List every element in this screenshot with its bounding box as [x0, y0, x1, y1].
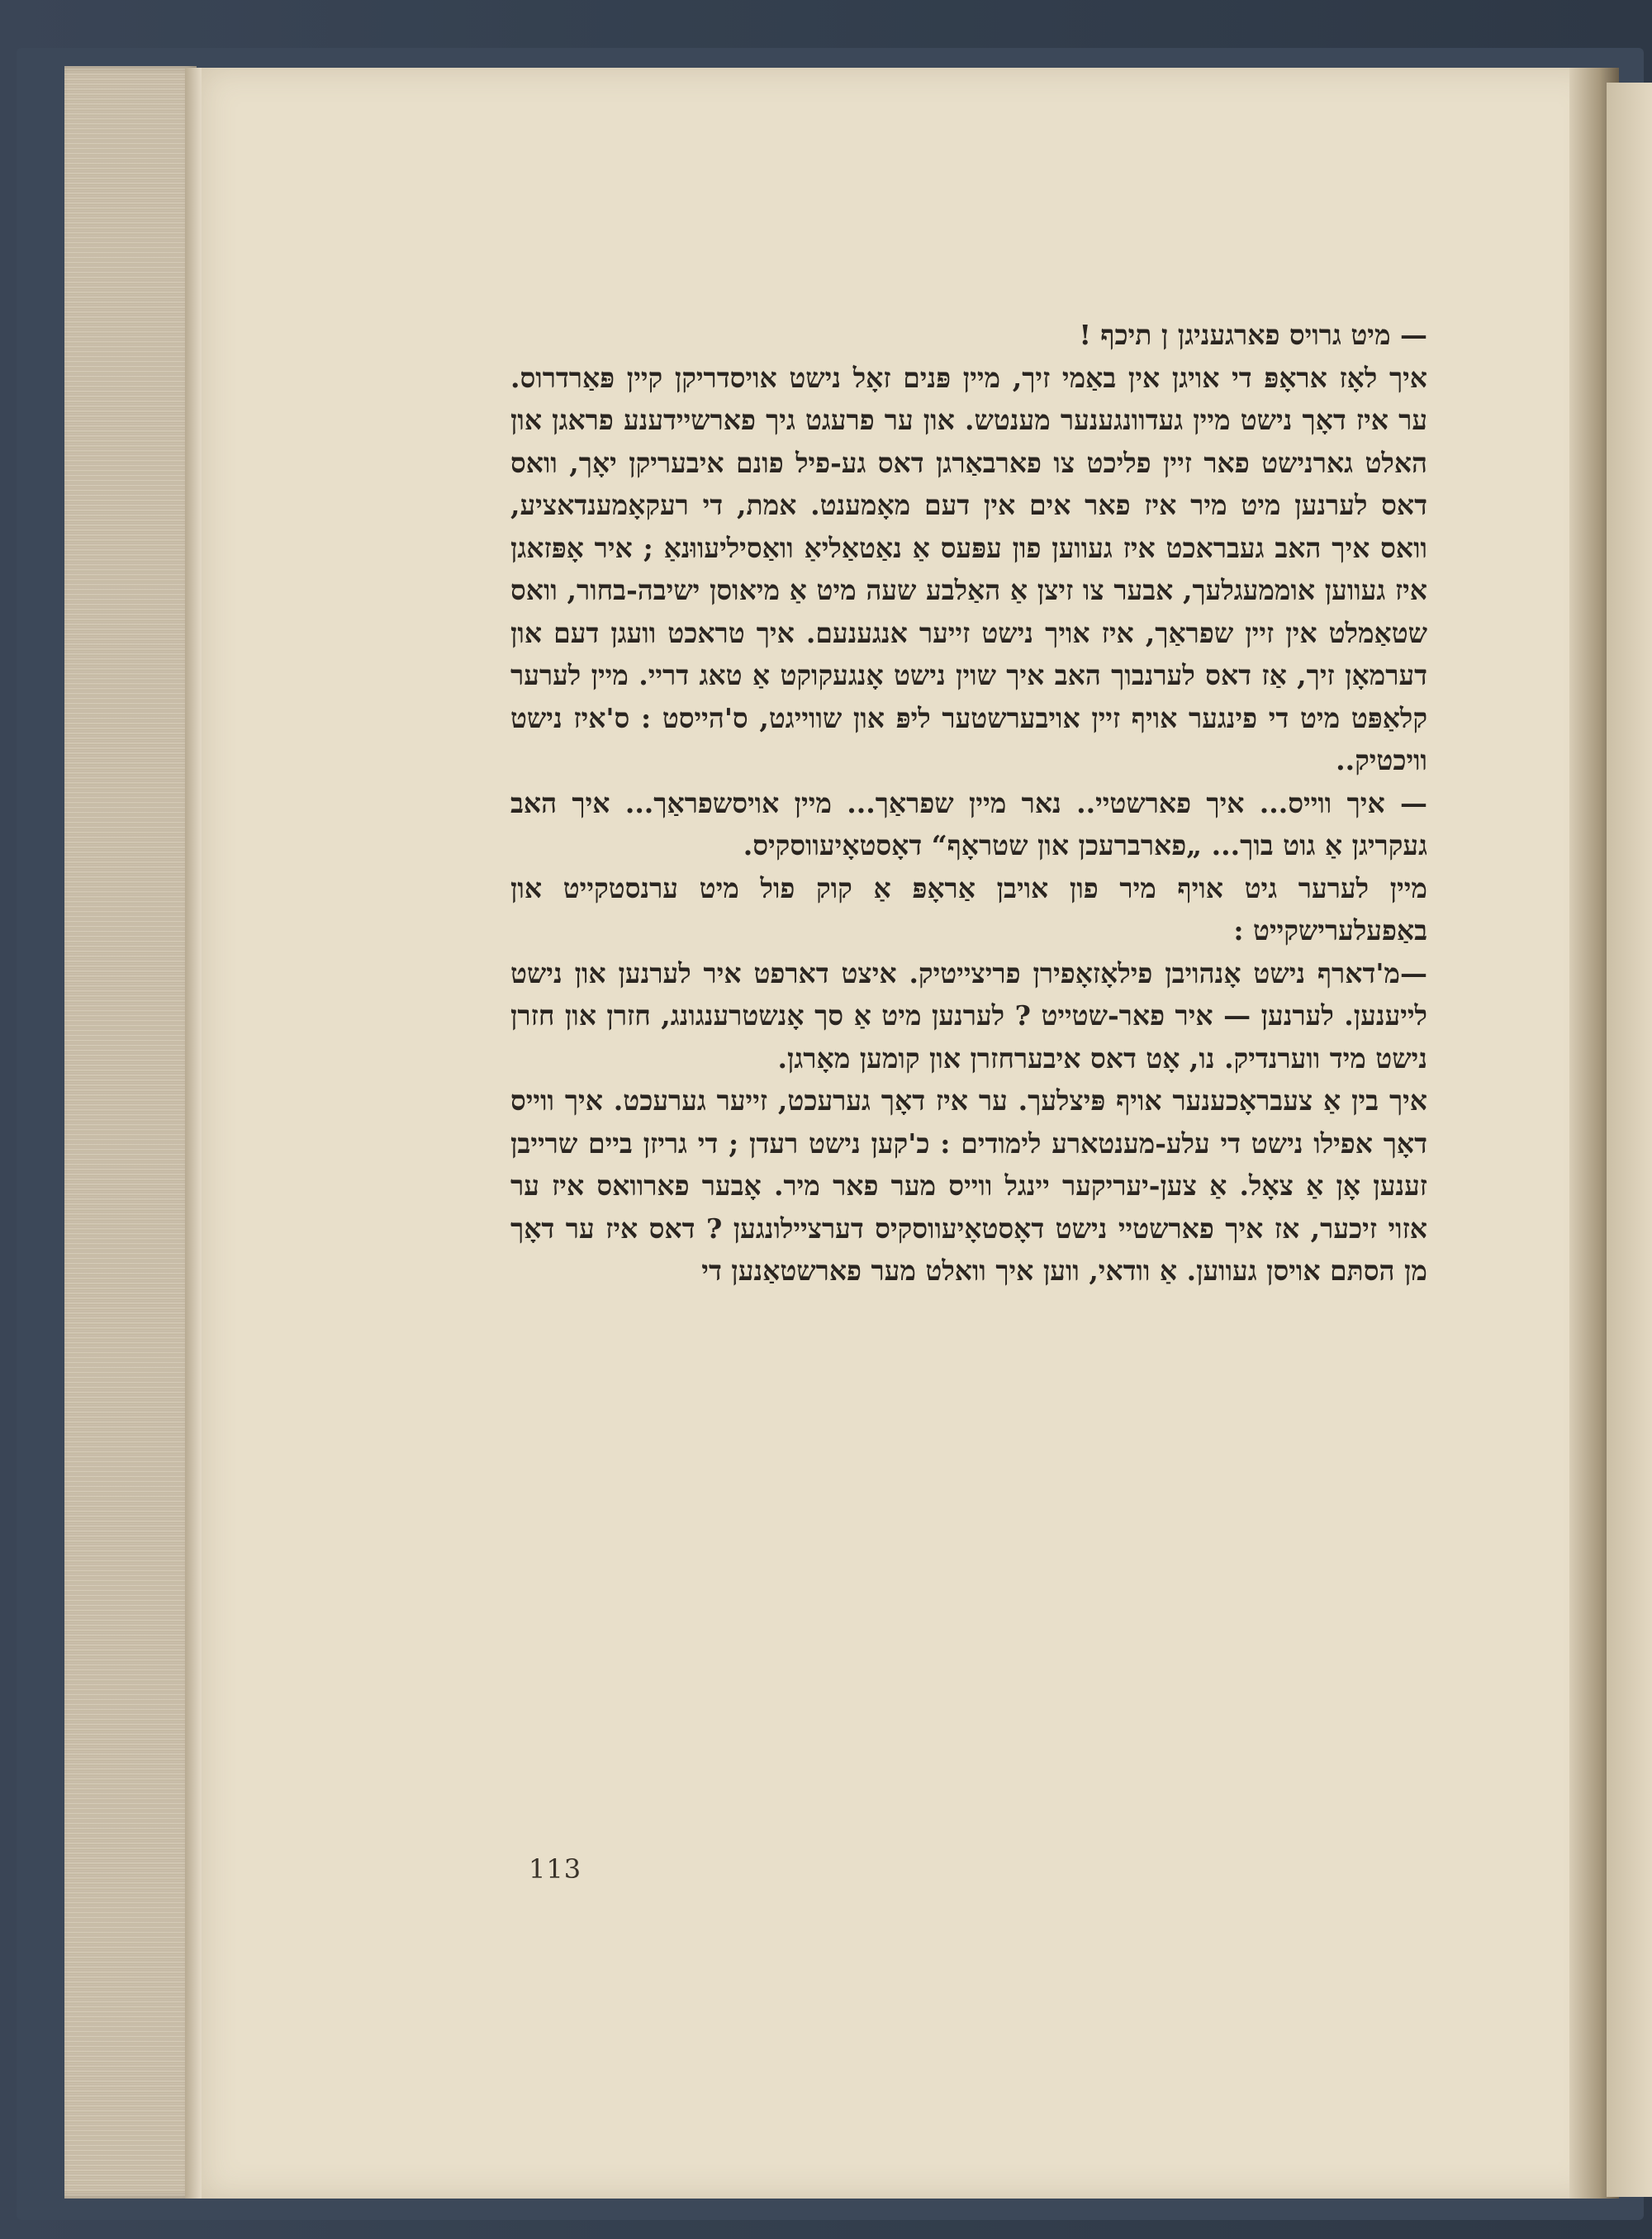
facing-page-edge: [1607, 83, 1652, 2197]
paragraph: — איך ווייס... איך פארשטיי.. נאר מיין שפראַך... מיין אויסשפראַך... איך האב געקריגן אַ גוט בוך... „פארברעכן און שטראָף“ דאָסטאָיעווסקיס.: [510, 786, 1427, 861]
paragraph: איך בין אַ צעבראָכענער אויף פּיצלעך. ער איז דאָך גערעכט, זייער גערעכט. איך ווייס דאָך אפילו נישט די עלע-מענטארע לימודים : כ'קען נישט רעדן ; די גריזן ביים שרייבן זענען אָן אַ צאָל. אַ צען-יעריקער יינגל ווייס מער פאר מיר. אָבער פארוואס איז ער אזוי זיכער, אז איך פארשטיי נישט דאָסטאָיעווסקיס דערציילונגען ? דאס איז ער דאָך מן הסתּם אויסן געווען. אַ וודאי, ווען איך וואלט מער פארשטאַנען די: [510, 1084, 1427, 1287]
paragraph: מיין לערער גיט אויף מיר פון אויבן אַראָפּ אַ קוק פול מיט ערנסטקייט און באַפעלערישקייט :: [510, 871, 1427, 946]
paragraph: —מ'דארף נישט אָנהויבן פילאָזאָפירן פריצייטיק. איצט דארפט איר לערנען און נישט לייענען. לערנען — איר פאר-שטייט ? לערנען מיט אַ סך אָנשטרענגונג, חזרן און חזרן נישט מיד ווערנדיק. נו, אָט דאס איבערחזרן און קומען מאָרגן.: [510, 956, 1427, 1074]
page-number: 113: [529, 1853, 582, 1885]
paragraph: איך לאָז אראָפּ די אויגן אין באַמי זיך, מיין פּנים זאָל נישט אויסדריקן קיין פּאַרדרוס. ער איז דאָך נישט מיין געדוונגענער מענטש. און ער פרעגט גיך פארשיידענע פראגן און האלט גארנישט פאר זיין פליכט צו פארבאַרגן דאס גע-פיל פונם איבעריקן יאָך, וואס דאס לערנען מיט מיר איז פאר אים אין דעם מאָמענט. אמת, די רעקאָמענדאציע, וואס איך האב געבראכט איז געווען פון עפּעס אַ נאַטאַליאַ וואַסיליעווּנאַ ; איר אָפּזאגן איז געווען אוממעגלעך, אבער צו זיצן אַ האַלבע שעה מיט אַ מיאוסן ישיבה-בחור, וואס שטאַמלט אין זיין שפראַך, איז אויך נישט זייער אנגענעם. איך טראכט וועגן דעם און דערמאָן זיך, אַז דאס לערנבוך האב איך שוין נישט אָנגעקוקט אַ טאג דריי. מיין לערער קלאַפּט מיט די פינגער אויף זיין אויבערשטער ליפּ און שווייגט, ס'הייסט : ס'איז נישט וויכטיק..: [510, 361, 1427, 776]
page-edges: [64, 66, 197, 2199]
page-text: [510, 314, 1427, 1293]
paragraph: — מיט גרויס פארגעניגן ן תיכף !: [1079, 319, 1427, 351]
